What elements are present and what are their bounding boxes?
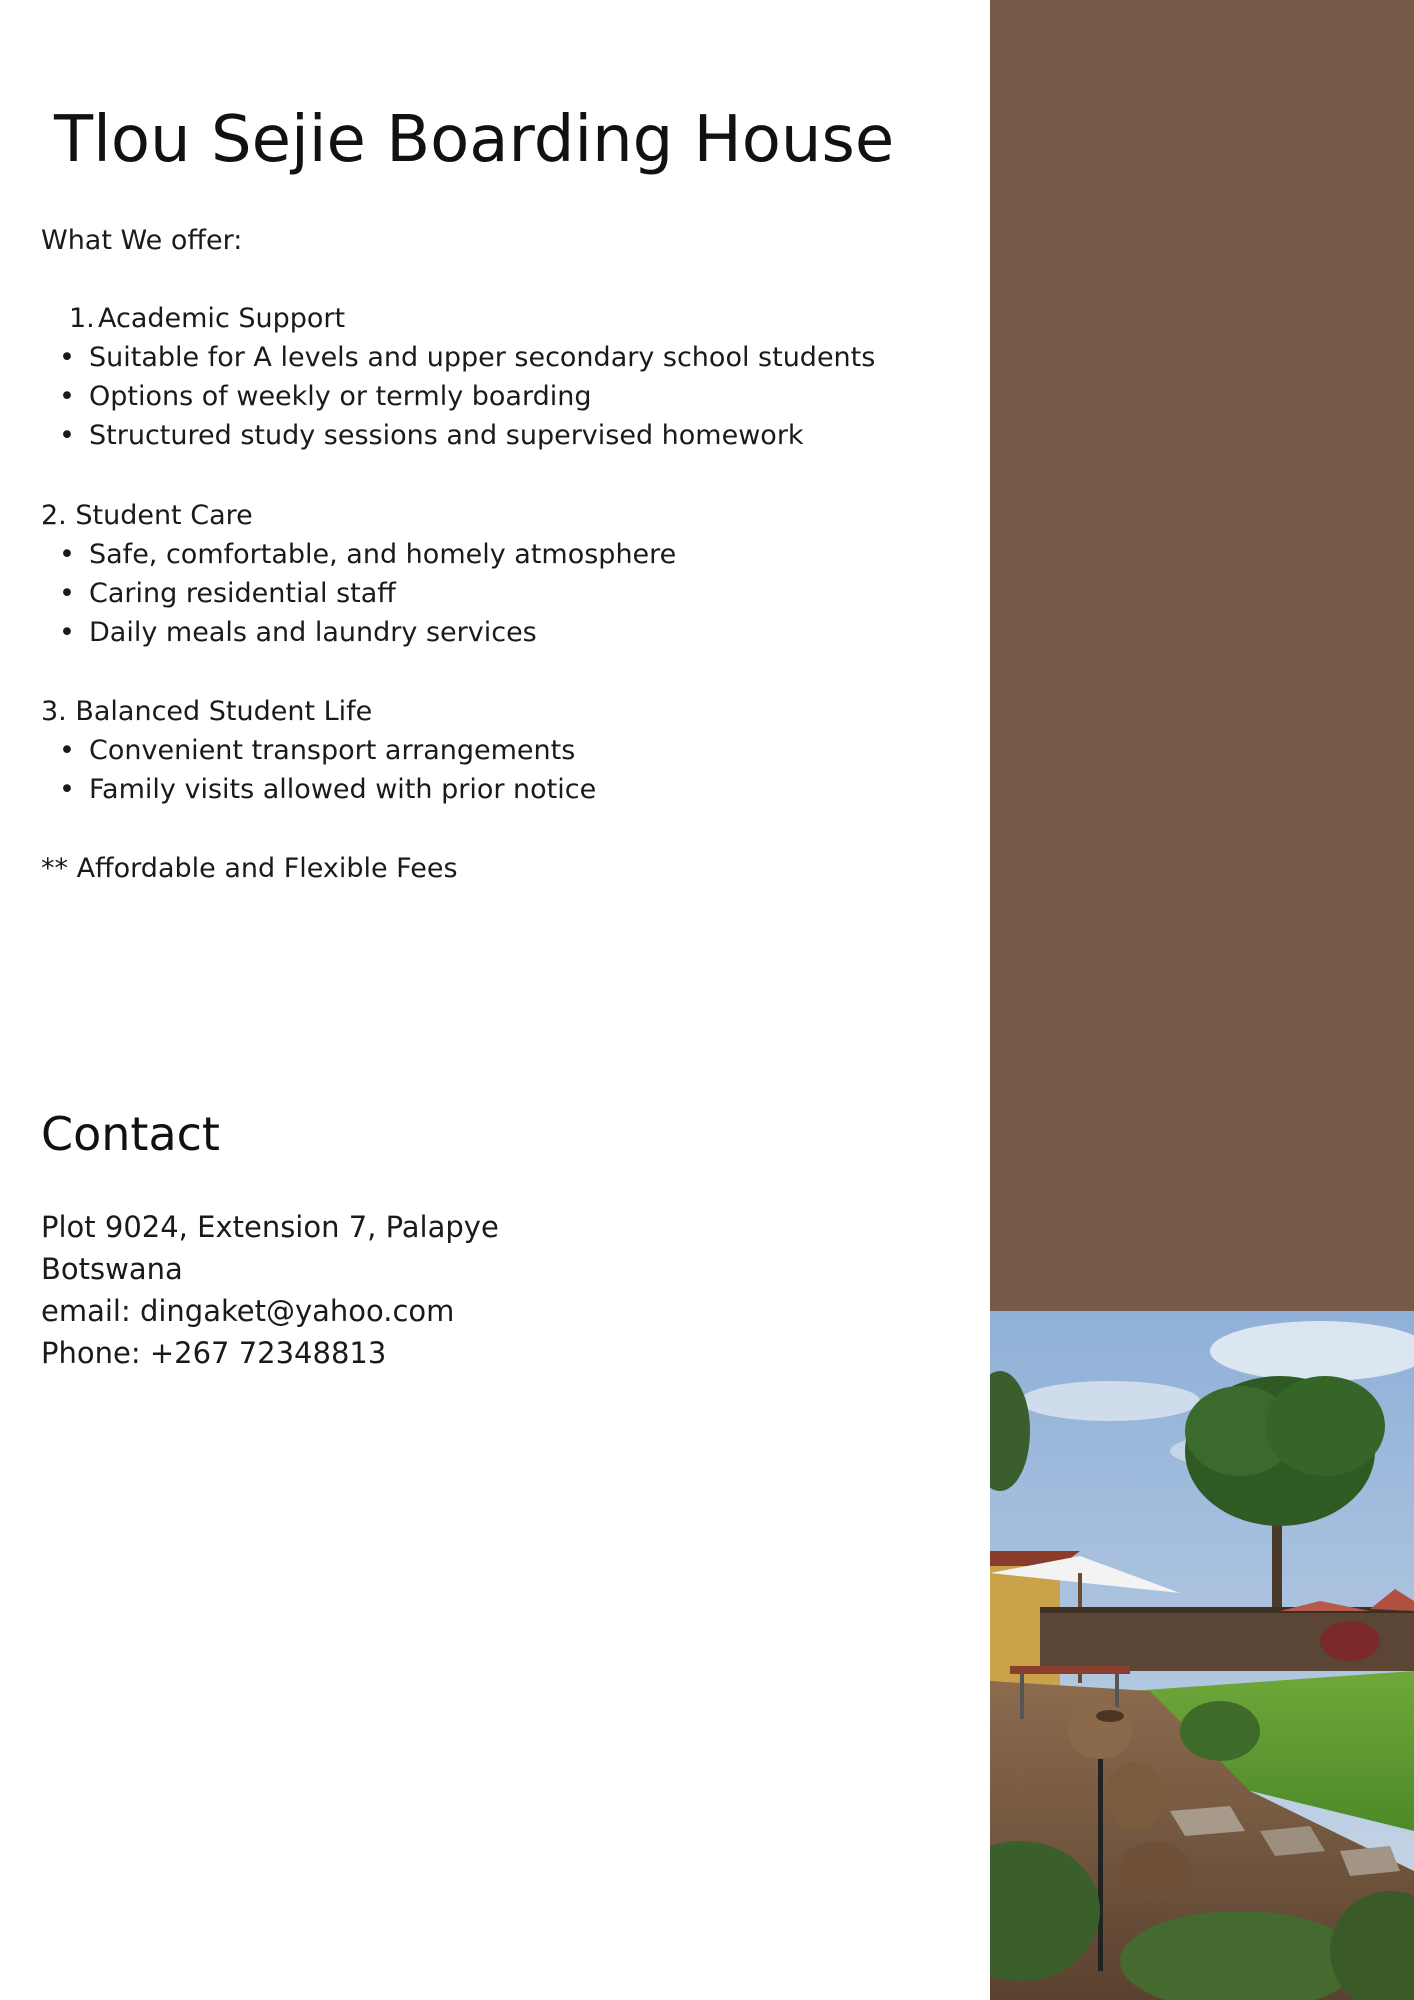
bullet-list: [41, 535, 676, 652]
list-item: • Suitable for A levels and upper secondary school students: [41, 338, 875, 377]
contact-details: [41, 1206, 499, 1374]
list-item: • Family visits allowed with prior notice: [41, 770, 596, 809]
section-heading: [41, 496, 676, 535]
section-heading: [41, 299, 875, 338]
section-number: 1.: [69, 303, 95, 334]
page-title: Tlou Sejie Boarding House: [54, 103, 895, 177]
list-item: • Structured study sessions and supervised homework: [41, 416, 875, 455]
bullet-list: [41, 731, 596, 809]
section-number: 3.: [41, 696, 67, 727]
email-text: email: dingaket@yahoo.com: [41, 1294, 455, 1328]
section-academic-support: [41, 299, 875, 455]
address-line: Plot 9024, Extension 7, Palapye: [41, 1210, 499, 1244]
bullet-list: [41, 338, 875, 455]
list-item: • Options of weekly or termly boarding: [41, 377, 875, 416]
section-title: Balanced Student Life: [75, 696, 373, 727]
list-item: • Caring residential staff: [41, 574, 676, 613]
section-heading: [41, 692, 596, 731]
garden-photo: [990, 1311, 1414, 2000]
color-panel: [990, 0, 1414, 1311]
section-balanced-student-life: [41, 692, 596, 809]
address-country: Botswana: [41, 1252, 183, 1286]
list-item: • Convenient transport arrangements: [41, 731, 596, 770]
list-item: • Safe, comfortable, and homely atmosphere: [41, 535, 676, 574]
fees-note: ** Affordable and Flexible Fees: [41, 853, 458, 884]
list-item: • Daily meals and laundry services: [41, 613, 676, 652]
section-title: Academic Support: [98, 303, 346, 334]
intro-text: What We offer:: [41, 225, 243, 256]
section-number: 2.: [41, 500, 67, 531]
contact-heading: Contact: [41, 1107, 220, 1161]
phone-text: Phone: +267 72348813: [41, 1336, 387, 1370]
section-title: Student Care: [75, 500, 253, 531]
section-student-care: [41, 496, 676, 652]
